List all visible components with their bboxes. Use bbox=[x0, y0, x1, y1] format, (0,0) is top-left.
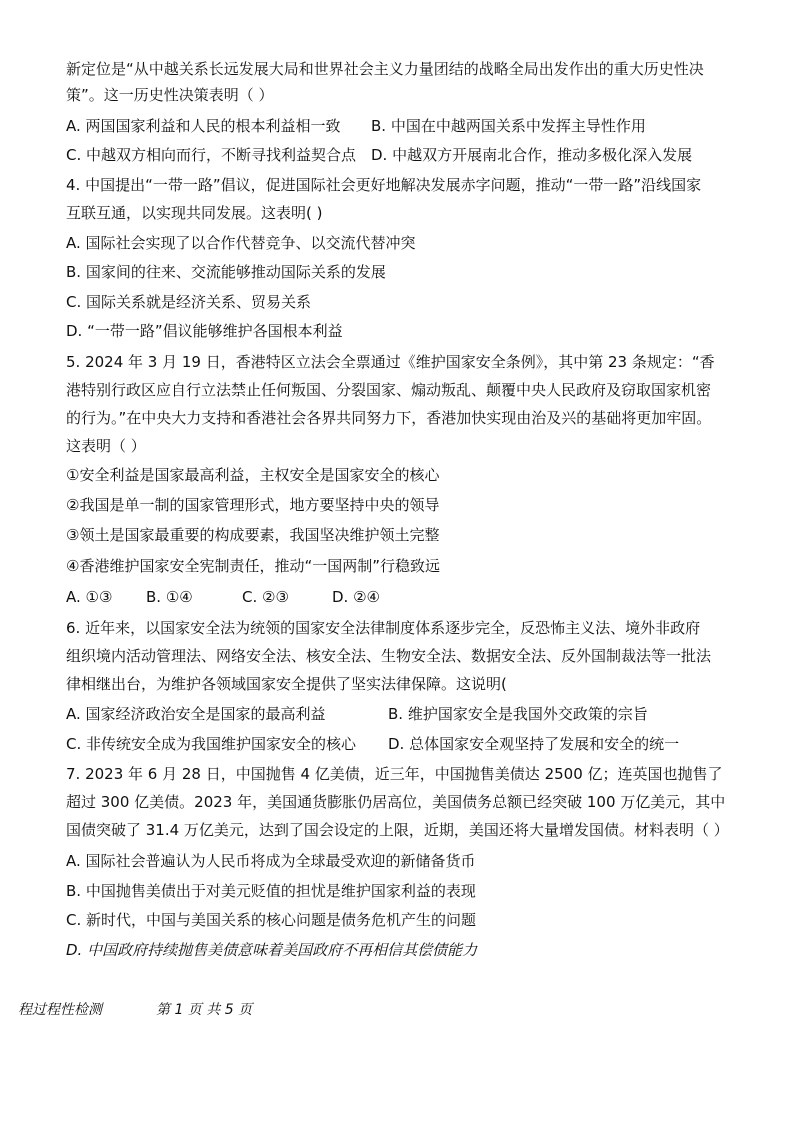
q5-statement-2: ②我国是单一制的国家管理形式，地方要坚持中央的领导 bbox=[66, 496, 440, 514]
intro-line-2: 策”。这一历史性决策表明（ ） bbox=[66, 86, 274, 104]
q6-option-a: A. 国家经济政治安全是国家的最高利益 bbox=[66, 705, 326, 723]
footer-page-number: 第 1 页 共 5 页 bbox=[156, 1002, 253, 1018]
q5-line-4: 这表明（ ） bbox=[66, 437, 146, 455]
q4-line-1: 4. 中国提出“一带一路”倡议，促进国际社会更好地解决发展赤字问题，推动“一带一路”沿线国家 bbox=[66, 176, 702, 194]
q4-option-d: D. “一带一路”倡议能够维护各国根本利益 bbox=[66, 322, 343, 340]
q7-option-a: A. 国际社会普遍认为人民币将成为全球最受欢迎的新储备货币 bbox=[66, 852, 476, 870]
q5-line-1: 5. 2024 年 3 月 19 日，香港特区立法会全票通过《维护国家安全条例》，其中第 23 条规定：“香 bbox=[66, 353, 715, 371]
q5-choice-b: B. ①④ bbox=[146, 588, 193, 606]
q5-statement-1: ①安全利益是国家最高利益，主权安全是国家安全的核心 bbox=[66, 466, 440, 484]
q5-choice-d: D. ②④ bbox=[332, 588, 380, 606]
intro-option-a: A. 两国国家利益和人民的根本利益相一致 bbox=[66, 117, 341, 135]
q7-option-c: C. 新时代，中国与美国关系的核心问题是债务危机产生的问题 bbox=[66, 911, 477, 929]
footer-exam-name: 程过程性检测 bbox=[18, 1002, 102, 1018]
q6-line-2: 组织境内活动管理法、网络安全法、核安全法、生物安全法、数据安全法、反外国制裁法等一批法 bbox=[66, 647, 712, 665]
q4-option-b: B. 国家间的往来、交流能够推动国际关系的发展 bbox=[66, 263, 386, 281]
q5-line-2: 港特别行政区应自行立法禁止任何叛国、分裂国家、煽动叛乱、颠覆中央人民政府及窃取国家机密 bbox=[66, 381, 712, 399]
q7-line-1: 7. 2023 年 6 月 28 日，中国抛售 4 亿美债，近三年，中国抛售美债达 2500 亿；连英国也抛售了 bbox=[66, 765, 723, 783]
q6-line-1: 6. 近年来，以国家安全法为统领的国家安全法律制度体系逐步完全，反恐怖主义法、境外非政府 bbox=[66, 619, 701, 637]
q5-line-3: 的行为。”在中央大力支持和香港社会各界共同努力下，香港加快实现由治及兴的基础将更加牢固。 bbox=[66, 409, 712, 427]
intro-option-b: B. 中国在中越两国关系中发挥主导性作用 bbox=[371, 117, 646, 135]
q6-option-c: C. 非传统安全成为我国维护国家安全的核心 bbox=[66, 735, 357, 753]
q7-line-2: 超过 300 亿美债。2023 年，美国通货膨胀仍居高位，美国债务总额已经突破 100 万亿美元，其中 bbox=[66, 793, 726, 811]
q7-option-b: B. 中国抛售美债出于对美元贬值的担忧是维护国家利益的表现 bbox=[66, 882, 476, 900]
q7-option-d: D. 中国政府持续抛售美债意味着美国政府不再相信其偿债能力 bbox=[66, 941, 478, 959]
q5-choice-c: C. ②③ bbox=[242, 588, 289, 606]
q6-option-d: D. 总体国家安全观坚持了发展和安全的统一 bbox=[388, 735, 680, 753]
intro-option-d: D. 中越双方开展南北合作，推动多极化深入发展 bbox=[371, 146, 693, 164]
q4-line-2: 互联互通，以实现共同发展。这表明( ) bbox=[66, 204, 323, 222]
q4-option-c: C. 国际关系就是经济关系、贸易关系 bbox=[66, 293, 312, 311]
q7-line-3: 国债突破了 31.4 万亿美元，达到了国会设定的上限，近期，美国还将大量增发国债。材料表明（ ） bbox=[66, 821, 729, 839]
q6-option-b: B. 维护国家安全是我国外交政策的宗旨 bbox=[388, 705, 648, 723]
q5-statement-4: ④香港维护国家安全宪制责任，推动“一国两制”行稳致远 bbox=[66, 557, 440, 575]
q5-statement-3: ③领土是国家最重要的构成要素，我国坚决维护领土完整 bbox=[66, 526, 440, 544]
q5-choice-a: A. ①③ bbox=[66, 588, 113, 606]
intro-line-1: 新定位是“从中越关系长远发展大局和世界社会主义力量团结的战略全局出发作出的重大历史性决 bbox=[66, 60, 704, 78]
intro-option-c: C. 中越双方相向而行，不断寻找利益契合点 bbox=[66, 146, 357, 164]
q4-option-a: A. 国际社会实现了以合作代替竞争、以交流代替冲突 bbox=[66, 234, 416, 252]
q6-line-3: 律相继出台，为维护各领域国家安全提供了坚实法律保障。这说明( bbox=[66, 675, 507, 693]
